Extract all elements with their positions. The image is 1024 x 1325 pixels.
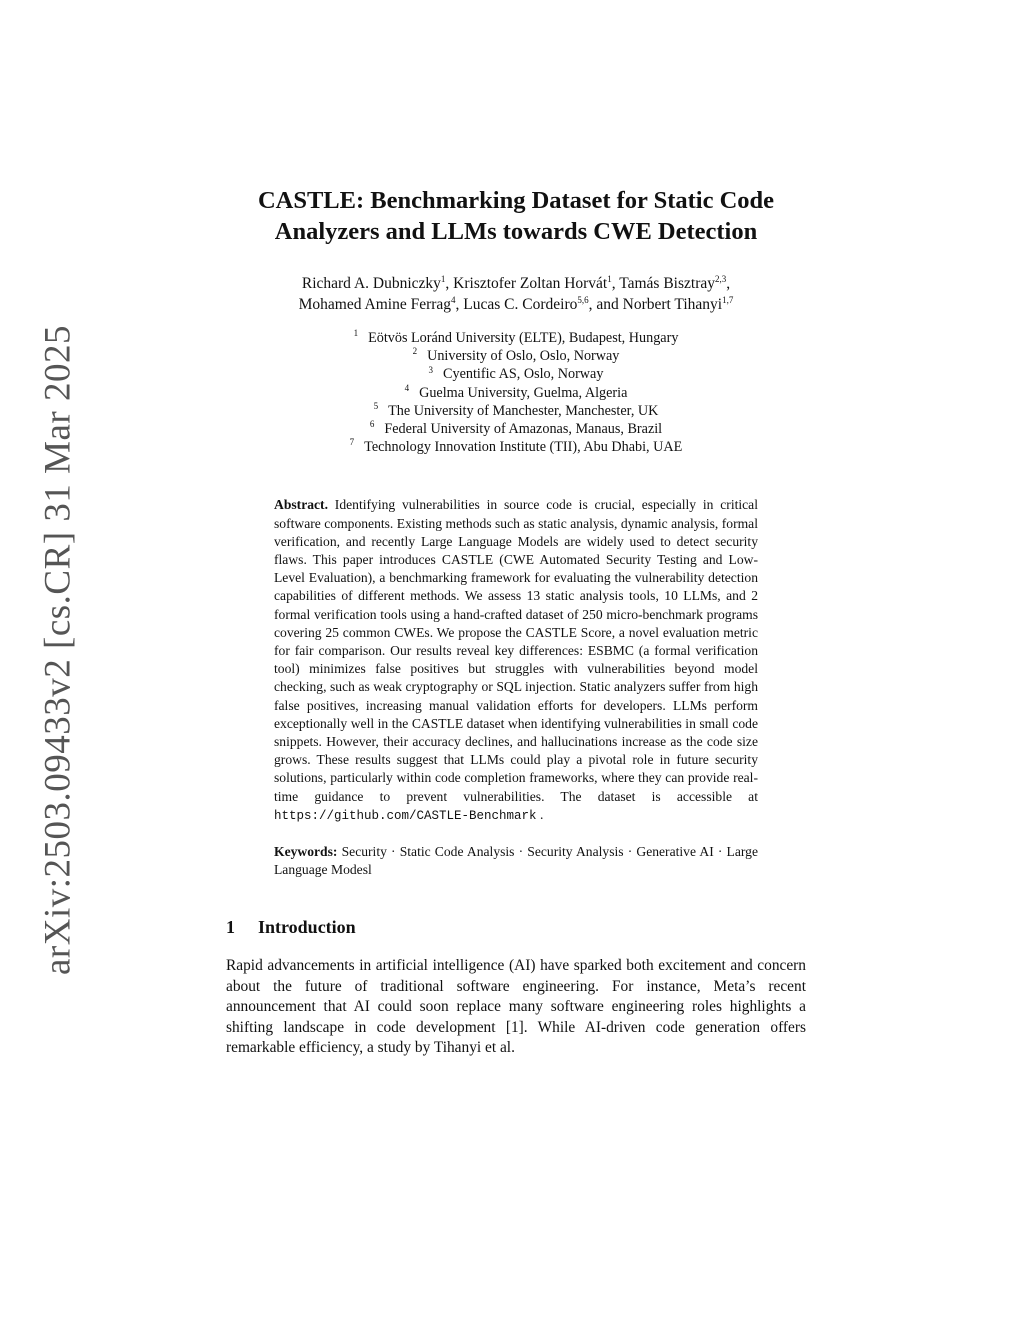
affiliation-item: $^2$ University of Oslo, Oslo, Norway: [412, 346, 620, 365]
affiliation-item: $^6$ Federal University of Amazonas, Manaus, Brazil: [369, 419, 663, 438]
dataset-url-link[interactable]: https://github.com/CASTLE-Benchmark: [274, 808, 537, 823]
title-line-1: CASTLE: Benchmarking Dataset for Static Code: [257, 187, 775, 214]
keywords-label: Keywords:: [274, 844, 338, 860]
author: Mohamed Amine Ferrag$^4$,: [298, 294, 464, 313]
section-title: Introduction: [258, 917, 356, 938]
affiliation-item: $^1$ Eötvös Loránd University (ELTE), Budapest, Hungary: [353, 328, 679, 346]
author: Norbert Tihanyi$^{1,7}$: [622, 294, 734, 313]
affiliation-list: [226, 329, 806, 456]
author: Krisztofer Zoltan Horvát$^1$,: [453, 273, 620, 292]
abstract-end: .: [539, 806, 544, 822]
keywords: [274, 843, 758, 879]
section-heading-introduction: [226, 917, 806, 938]
abstract-text: Identifying vulnerabilities in source code is crucial, especially in critical software components. Existing methods such as static analysis, dynamic analysis, formal verification, and recently Large Language Models are widely used to detect security flaws. This paper introduces CASTLE (CWE Automated Security Testing and Low-Level Evaluation), a benchmarking framework for evaluating the vulnerability detection capabilities of different methods. We assess 13 static analysis tools, 10 LLMs, and 2 formal verification tools using a hand-crafted dataset of 250 micro-benchmark programs covering 25 common CWEs. We propose the CASTLE Score, a novel evaluation metric for fair comparison. Our results reveal key differences: ESBMC (a formal verification tool) minimizes false positives but struggles with vulnerabilities beyond model checking, such as weak cryptography or SQL injection. Static analyzers suffer from high false positives, increasing manual validation efforts for developers. LLMs perform exceptionally well in the CASTLE dataset when identifying vulnerabilities in small code snippets. However, their accuracy declines, and hallucinations increase as the code size grows. These results suggest that LLMs could play a pivotal role in future security solutions, particularly within code completion frameworks, where they can provide real-time guidance to prevent vulnerabilities. The dataset is accessible at: [274, 497, 758, 804]
title-line-2: Analyzers and LLMs towards CWE Detection: [274, 218, 758, 245]
author: Lucas C. Cordeiro$^{5,6}$, and: [463, 294, 623, 313]
affiliation-item: $^7$ Technology Innovation Institute (TII), Abu Dhabi, UAE: [349, 437, 683, 456]
affiliation-item: $^4$ Guelma University, Guelma, Algeria: [404, 382, 628, 401]
author-list: [226, 273, 806, 315]
author: Tamás Bisztray$^{2,3}$,: [619, 273, 731, 292]
affiliation-item: $^3$ Cyentific AS, Oslo, Norway: [428, 364, 604, 383]
paper-first-page: [226, 185, 806, 1074]
keywords-text: Security · Static Code Analysis · Security Analysis · Generative AI · Large Language Modesl: [274, 844, 759, 878]
section-number: 1: [226, 917, 235, 938]
affiliation-item: $^5$ The University of Manchester, Manchester, UK: [373, 401, 659, 419]
abstract: [274, 496, 758, 825]
abstract-label: Abstract.: [274, 497, 328, 513]
paper-title: [226, 185, 806, 247]
author: Richard A. Dubniczky$^1$,: [301, 273, 454, 292]
arxiv-identifier-stamp: arXiv:2503.09433v2 [cs.CR] 31 Mar 2025: [37, 325, 79, 975]
introduction-paragraph: Rapid advancements in artificial intelligence (AI) have sparked both excitement and concern about the future of traditional software engineering. For instance, Meta’s recent announcement that AI could soon replace many software engineering roles highlights a shifting landscape in code development [1]. While AI-driven code generation offers remarkable efficiency, a study by Tihanyi et al.: [226, 957, 806, 1057]
